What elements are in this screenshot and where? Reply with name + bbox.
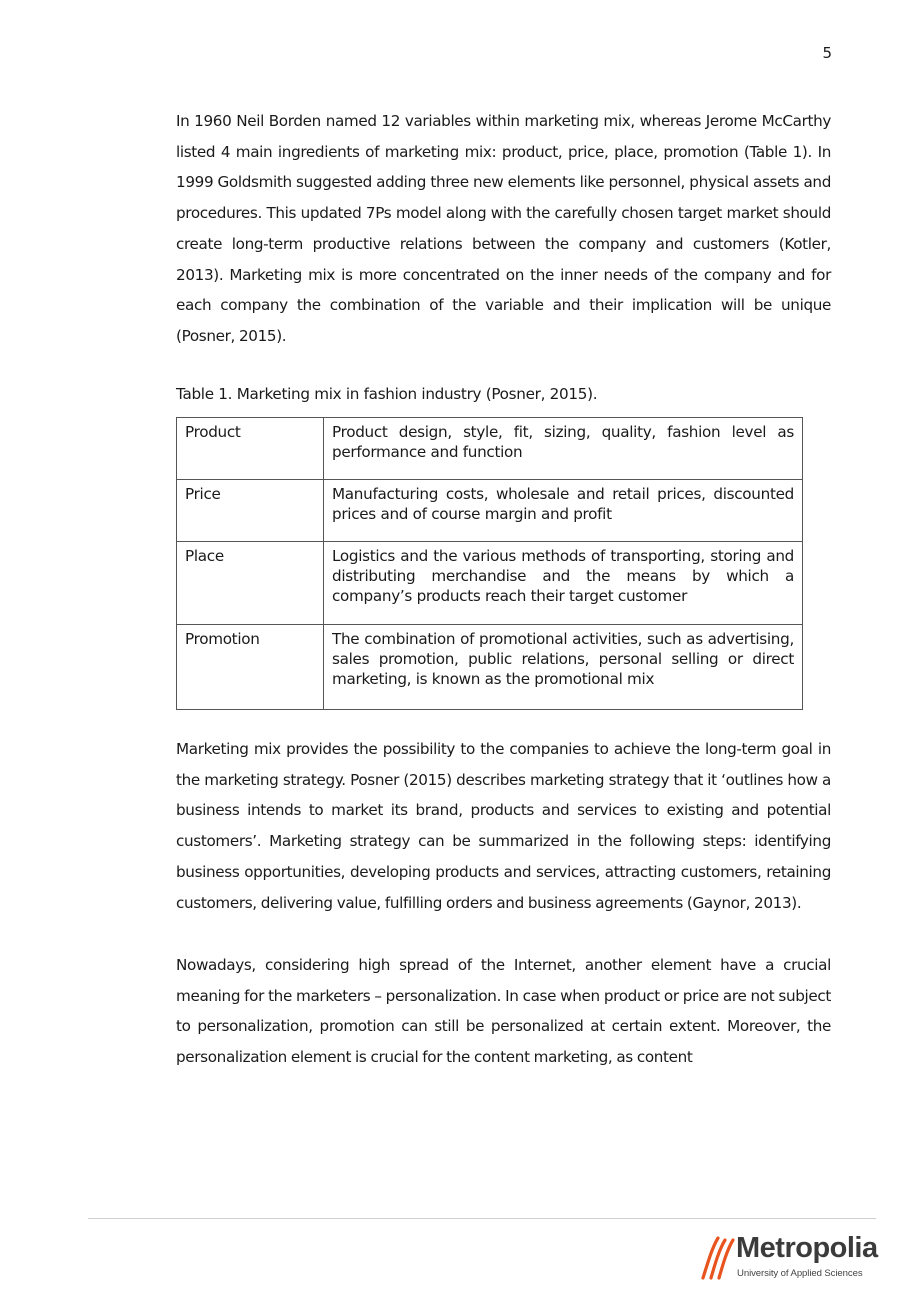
table-cell-term: Promotion: [177, 625, 324, 710]
page-number: 5: [822, 44, 832, 62]
table-row: [177, 542, 803, 625]
logo-subtitle: University of Applied Sciences: [737, 1268, 863, 1279]
body-paragraph: In 1960 Neil Borden named 12 variables within marketing mix, whereas Jerome McCarthy listed 4 main ingredients of marketing mix: product, price, place, promotion (Table 1). In 1999 Goldsmith suggested adding three new elements like personnel, physical assets and procedures. This updated 7Ps model along with the carefully chosen target market should create long-term productive relations between the company and customers (Kotler, 2013). Marketing mix is more concentrated on the inner needs of the company and for each company the combination of the variable and their implication will be unique (Posner, 2015).: [176, 112, 831, 345]
table-row: [177, 625, 803, 710]
table-cell-description: Logistics and the various methods of transporting, storing and distributing merchandise and the means by which a company’s products reach their target customer: [324, 542, 803, 625]
table-caption: Table 1. Marketing mix in fashion industry (Posner, 2015).: [176, 385, 598, 403]
table-row: [177, 480, 803, 542]
table-cell-term: Product: [177, 418, 324, 480]
table-cell-description: Product design, style, fit, sizing, quality, fashion level as performance and function: [324, 418, 803, 480]
footer-divider: [88, 1218, 876, 1219]
table-cell-term: Price: [177, 480, 324, 542]
body-paragraph: Nowadays, considering high spread of the Internet, another element have a crucial meaning for the marketers – personalization. In case when product or price are not subject to personalization, promotion can still be personalized at certain extent. Moreover, the personalization element is crucial for the content marketing, as content: [176, 956, 831, 1067]
table-cell-term: Place: [177, 542, 324, 625]
marketing-mix-table: [176, 417, 803, 710]
logo-name: Metropolia: [736, 1232, 878, 1264]
body-paragraph: Marketing mix provides the possibility to the companies to achieve the long-term goal in the marketing strategy. Posner (2015) describes marketing strategy that it ‘outlines how a business intends to market its brand, products and services to existing and potential customers’. Marketing strategy can be summarized in the following steps: identifying business opportunities, developing products and services, attracting customers, retaining customers, delivering value, fulfilling orders and business agreements (Gaynor, 2013).: [176, 740, 831, 912]
table-cell-description: The combination of promotional activities, such as advertising, sales promotion, public relations, personal selling or direct marketing, is known as the promotional mix: [324, 625, 803, 710]
metropolia-m-mark-icon: [700, 1232, 740, 1282]
table-row: [177, 418, 803, 480]
table-cell-description: Manufacturing costs, wholesale and retail prices, discounted prices and of course margin and profit: [324, 480, 803, 542]
metropolia-logo: [700, 1228, 880, 1288]
